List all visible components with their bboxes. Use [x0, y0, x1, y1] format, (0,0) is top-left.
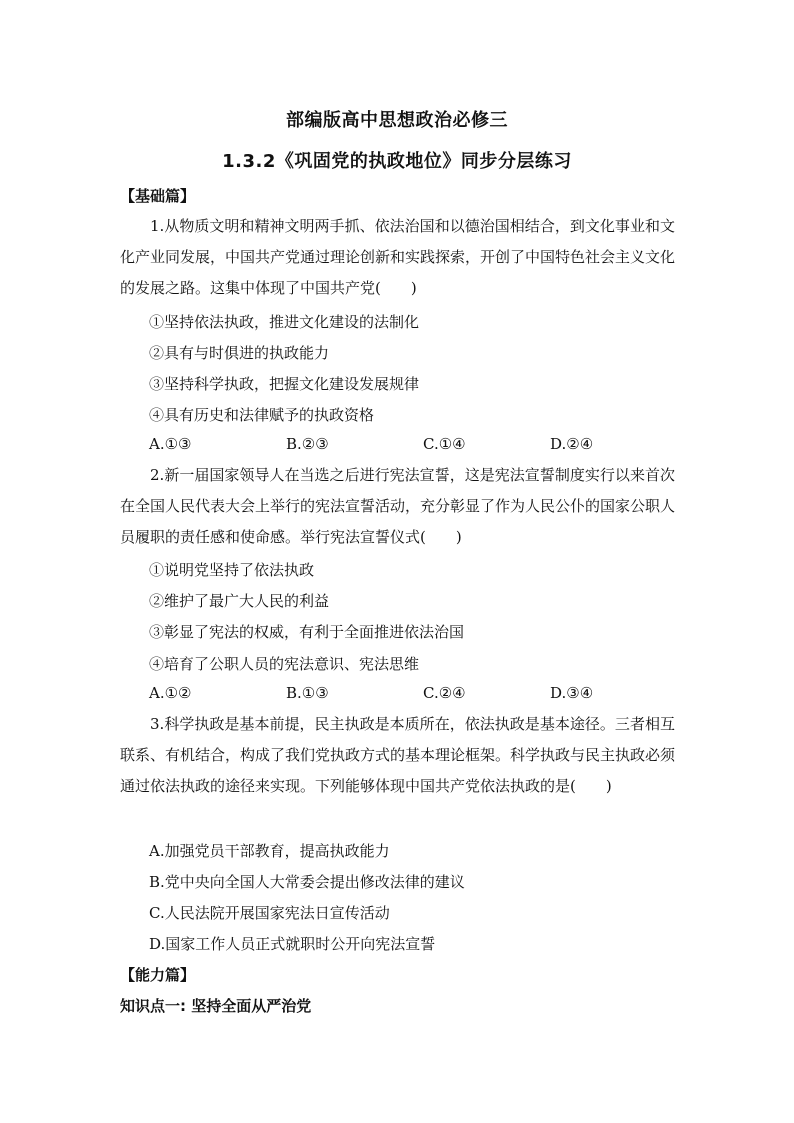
question-1-choice-c: C.①④: [423, 435, 466, 453]
knowledge-point-heading: 知识点一: 坚持全面从严治党: [120, 997, 312, 1015]
question-2-choices: [149, 684, 689, 706]
question-2-statement-1: ①说明党坚持了依法执政: [149, 561, 315, 579]
question-3-choice-c: C.人民法院开展国家宪法日宣传活动: [149, 904, 390, 922]
question-1-statement-2: ②具有与时俱进的执政能力: [149, 344, 330, 362]
question-1-choice-d: D.②④: [550, 435, 594, 453]
question-2-statement-3: ③彰显了宪法的权威，有利于全面推进依法治国: [149, 623, 465, 641]
question-3-choice-d: D.国家工作人员正式就职时公开向宪法宣誓: [149, 935, 436, 953]
question-2-stem: 2.新一届国家领导人在当选之后进行宪法宣誓，这是宪法宣誓制度实行以来首次在全国人民代表大会上举行的宪法宣誓活动，充分彰显了作为人民公仆的国家公职人员履职的责任感和使命感。举行宪法宣誓仪式( ): [120, 466, 676, 546]
question-2-statement-2: ②维护了最广大人民的利益: [149, 592, 330, 610]
question-1-statement-4: ④具有历史和法律赋予的执政资格: [149, 406, 375, 424]
question-2-choice-d: D.③④: [550, 684, 594, 702]
question-1-statement-3: ③坚持科学执政，把握文化建设发展规律: [149, 375, 420, 393]
document-subtitle: 1.3.2《巩固党的执政地位》同步分层练习: [222, 151, 572, 172]
question-1-choice-b: B.②③: [286, 435, 329, 453]
question-3-choice-a: A.加强党员干部教育，提高执政能力: [149, 842, 390, 860]
question-2-choice-b: B.①③: [286, 684, 329, 702]
question-3-stem: 3.科学执政是基本前提，民主执政是本质所在，依法执政是基本途径。三者相互联系、有机结合，构成了我们党执政方式的基本理论框架。科学执政与民主执政必须通过依法执政的途径来实现。下列能够体现中国共产党依法执政的是( ): [120, 715, 676, 795]
question-3-choice-b: B.党中央向全国人大常委会提出修改法律的建议: [149, 873, 465, 891]
document-title: 部编版高中思想政治必修三: [286, 110, 508, 131]
question-2-statement-4: ④培育了公职人员的宪法意识、宪法思维: [149, 655, 420, 673]
section-basic-heading: 【基础篇】: [120, 187, 196, 205]
question-1-statement-1: ①坚持依法执政，推进文化建设的法制化: [149, 313, 420, 331]
question-1-choices: [149, 435, 689, 457]
section-ability-heading: 【能力篇】: [120, 966, 196, 984]
question-2-choice-a: A.①②: [149, 684, 192, 702]
question-1-choice-a: A.①③: [149, 435, 192, 453]
question-2-choice-c: C.②④: [423, 684, 466, 702]
question-1-stem: 1.从物质文明和精神文明两手抓、依法治国和以德治国相结合，到文化事业和文化产业同发展，中国共产党通过理论创新和实践探索，开创了中国特色社会主义文化的发展之路。这集中体现了中国共产党( ): [120, 217, 676, 297]
